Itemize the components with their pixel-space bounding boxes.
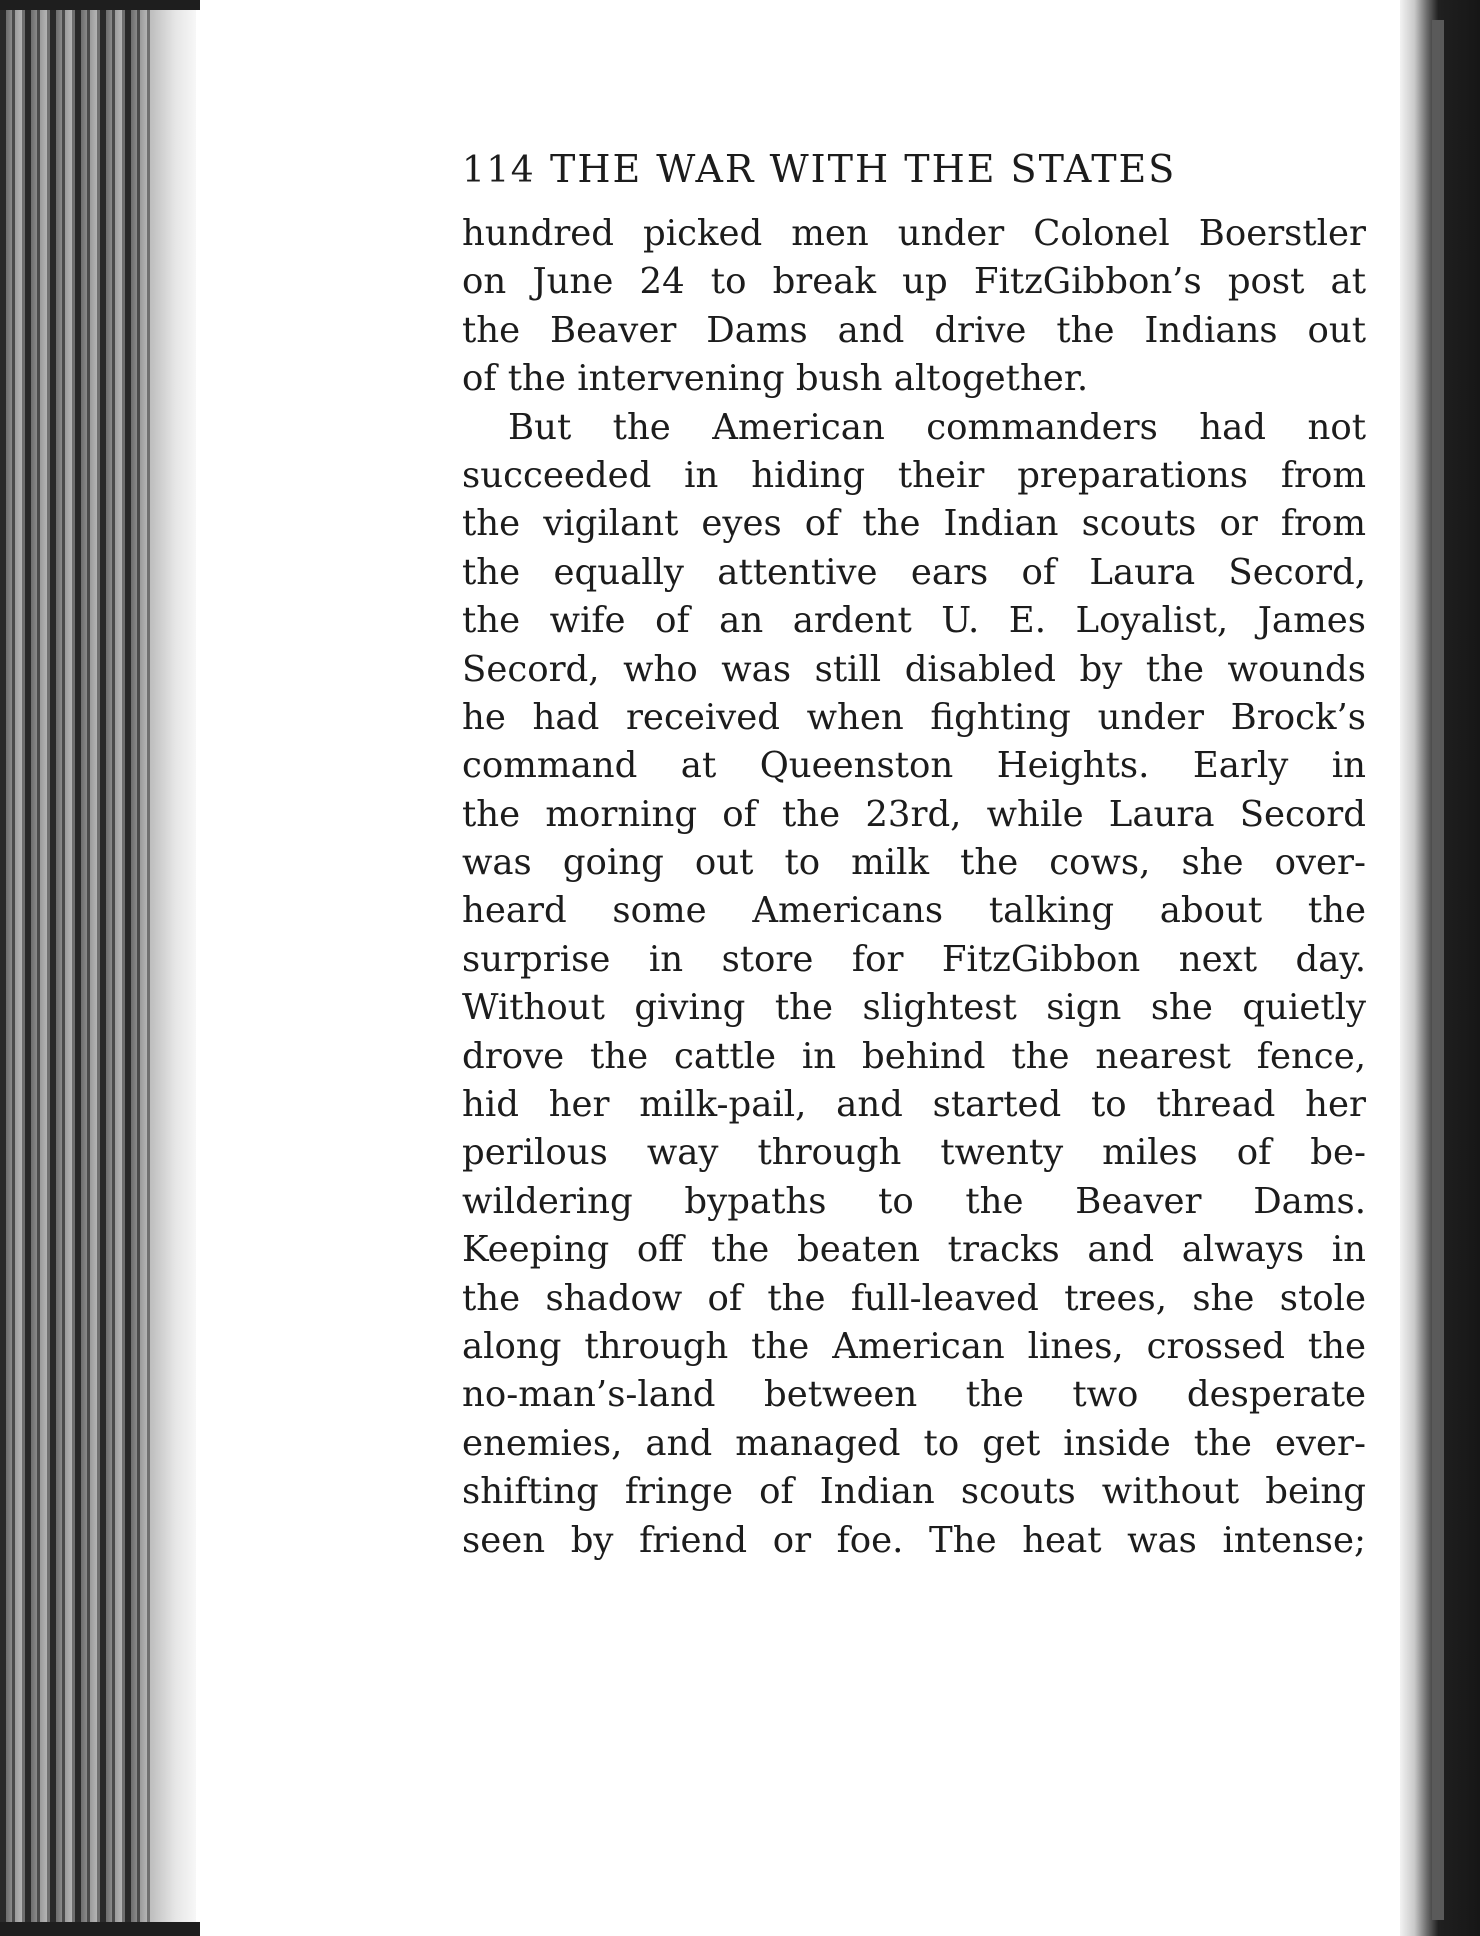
scan-border-bottom	[0, 1922, 200, 1936]
text-line: was going out to milk the cows, she over-	[462, 842, 1366, 884]
text-line: command at Queenston Heights. Early in	[462, 745, 1366, 787]
text-line: enemies, and managed to get inside the ever-	[462, 1422, 1366, 1464]
binding-strip	[1432, 20, 1444, 1920]
running-head	[462, 140, 1366, 198]
text-line: the equally attentive ears of Laura Secord,	[462, 551, 1366, 593]
running-title: THE WAR WITH THE STATES	[550, 147, 1177, 191]
text-line: perilous way through twenty miles of be-	[462, 1132, 1366, 1174]
text-line: he had received when fighting under Brock’s	[462, 696, 1366, 738]
text-line: drove the cattle in behind the nearest fence,	[462, 1035, 1366, 1077]
text-line: along through the American lines, crossed the	[462, 1325, 1366, 1367]
text-line: Secord, who was still disabled by the wounds	[462, 648, 1366, 690]
text-line: shifting fringe of Indian scouts without being	[462, 1471, 1366, 1513]
text-line: Without giving the slightest sign she quietly	[462, 987, 1366, 1029]
text-line: the Beaver Dams and drive the Indians out	[462, 309, 1366, 351]
paragraph-first-line: But the American commanders had not	[508, 406, 1366, 448]
page-edge-shadow	[150, 0, 196, 1936]
page-content	[462, 140, 1366, 1565]
text-line: the vigilant eyes of the Indian scouts or from	[462, 503, 1366, 545]
text-line: Keeping off the beaten tracks and always in	[462, 1229, 1366, 1271]
scan-border-top	[0, 0, 200, 10]
text-line: on June 24 to break up FitzGibbon’s post at	[462, 261, 1366, 303]
text-line: seen by friend or foe. The heat was intense;	[462, 1519, 1366, 1561]
text-line: wildering bypaths to the Beaver Dams.	[462, 1180, 1366, 1222]
page-number: 114	[462, 150, 536, 191]
text-line: hid her milk-pail, and started to thread her	[462, 1084, 1366, 1126]
body-text	[462, 210, 1366, 1565]
text-line: the shadow of the full-leaved trees, she stole	[462, 1277, 1366, 1319]
text-line: surprise in store for FitzGibbon next day.	[462, 938, 1366, 980]
text-line: the wife of an ardent U. E. Loyalist, James	[462, 600, 1366, 642]
text-line: the morning of the 23rd, while Laura Secord	[462, 793, 1366, 835]
text-line: of the intervening bush altogether.	[462, 358, 1089, 400]
text-line: succeeded in hiding their preparations from	[462, 454, 1366, 496]
text-line: hundred picked men under Colonel Boerstler	[462, 213, 1366, 254]
text-line: heard some Americans talking about the	[462, 890, 1366, 932]
text-line: no-man’s-land between the two desperate	[462, 1374, 1366, 1416]
